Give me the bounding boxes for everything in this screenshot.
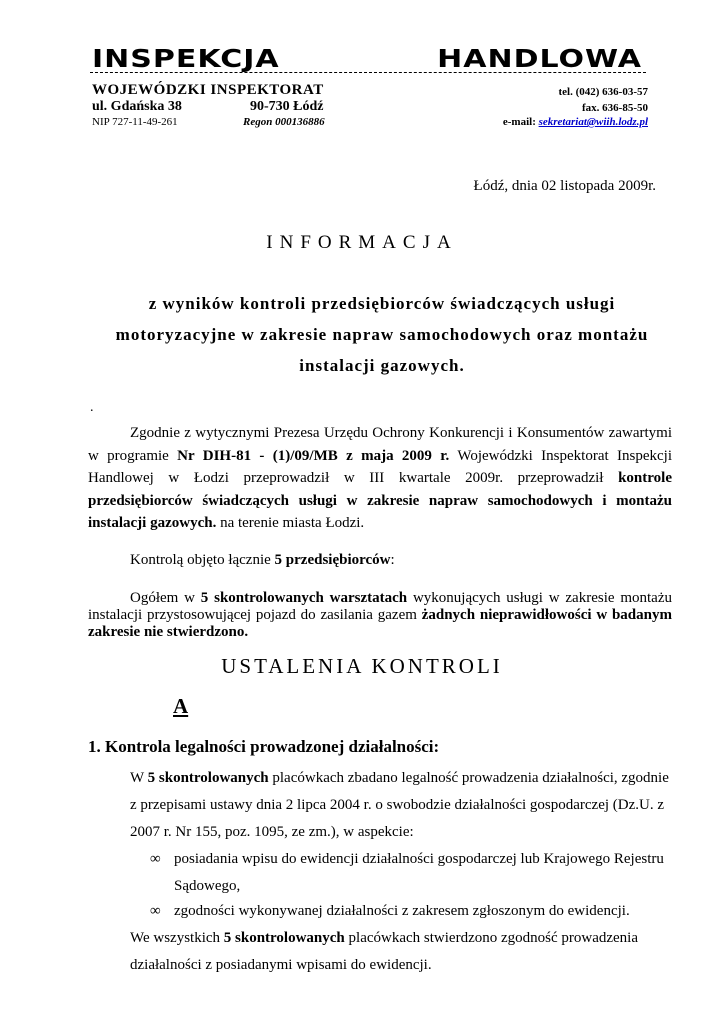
text-run: Ogółem w bbox=[130, 590, 201, 606]
section-1-intro bbox=[130, 765, 670, 846]
text-run: placówkach zbadano legalność prowadzenia działalności, zgodnie z przepisami ustawy dnia 2 lipca 2004 r. o swobodzie działalności gospodarczej (Dz.U. z 2007 r. Nr 155, poz. 1095, ze zm.), w aspekcie: bbox=[130, 770, 669, 840]
workshop-count: 5 skontrolowanych warsztatach bbox=[200, 590, 408, 606]
text-run: : bbox=[390, 552, 395, 568]
text-run: We wszystkich bbox=[130, 930, 224, 946]
stray-dot: . bbox=[90, 400, 94, 415]
section-1-conclusion bbox=[130, 925, 670, 979]
text-run: wykonujących usługi w zakresie montażu instalacji przystosowującej pojazd do zasilania gazem bbox=[88, 590, 672, 623]
list-item: zgodności wykonywanej działalności z zakresem zgłoszonym do ewidencji. bbox=[174, 903, 630, 919]
bullet-icon: ∞ bbox=[150, 903, 161, 919]
letterhead-street: ul. Gdańska 38 bbox=[92, 99, 182, 114]
text-run: placówkach stwierdzono zgodność prowadzenia działalności z posiadanymi wpisami do ewidencji. bbox=[130, 930, 639, 973]
text-run: Kontrolą objęto łącznie bbox=[130, 552, 275, 568]
paragraph-summary bbox=[88, 590, 672, 641]
program-number: Nr DIH-81 - (1)/09/MB z maja 2009 r. bbox=[177, 447, 450, 464]
letterhead-email bbox=[503, 116, 648, 128]
section-1-title: 1. Kontrola legalności prowadzonej działalności: bbox=[88, 737, 440, 756]
email-label: e-mail: bbox=[502, 116, 536, 128]
list-item: posiadania wpisu do ewidencji działalności gospodarczej lub Krajowego Rejestru Sądowego, bbox=[174, 851, 664, 894]
control-subject: kontrole przedsiębiorców świadczących usługi w zakresie napraw samochodowych i montażu instalacji gazowych. bbox=[88, 470, 672, 531]
date-line: Łódź, dnia 02 listopada 2009r. bbox=[473, 178, 656, 194]
document-subtitle: z wyników kontroli przedsiębiorców świadczących usługi motoryzacyjne w zakresie napraw samochodowych oraz montażu instalacji gazowych. bbox=[115, 294, 649, 375]
letterhead-inspektorat: WOJEWÓDZKI INSPEKTORAT bbox=[92, 82, 324, 98]
letterhead-title: INSPEKCJA HANDLOWA bbox=[92, 44, 642, 74]
letterhead-postal: 90-730 Łódź bbox=[250, 99, 324, 114]
bullet-icon: ∞ bbox=[150, 851, 161, 867]
letterhead-fax: fax. 636-85-50 bbox=[582, 102, 648, 114]
text-run: Wojewódzki Inspektorat Inspekcji Handlowej w Łodzi przeprowadził w III kwartale 2009r. przeprowadził bbox=[88, 447, 672, 486]
checked-count: 5 skontrolowanych bbox=[223, 930, 345, 946]
paragraph-count bbox=[130, 549, 714, 572]
text-run: W bbox=[130, 770, 148, 786]
paragraph-program bbox=[88, 422, 672, 535]
letterhead-nip: NIP 727-11-49-261 bbox=[92, 116, 178, 128]
letterhead-tel: tel. (042) 636-03-57 bbox=[558, 86, 648, 98]
summary-result: żadnych nieprawidłowości w badanym zakresie nie stwierdzono. bbox=[88, 607, 672, 640]
text-run: Zgodnie z wytycznymi Prezesa Urzędu Ochrony Konkurencji i Konsumentów zawartymi w programie bbox=[88, 425, 672, 464]
entrepreneur-count: 5 przedsiębiorców bbox=[274, 552, 391, 568]
email-link[interactable]: sekretariat@wiih.lodz.pl bbox=[538, 116, 648, 128]
letterhead-regon: Regon 000136886 bbox=[243, 116, 325, 128]
findings-heading: USTALENIA KONTROLI bbox=[221, 654, 503, 678]
text-run: na terenie miasta Łodzi. bbox=[216, 515, 365, 531]
checked-count: 5 skontrolowanych bbox=[147, 770, 269, 786]
document-heading: INFORMACJA bbox=[266, 232, 458, 253]
section-letter: A bbox=[173, 694, 189, 718]
letterhead-divider bbox=[90, 72, 646, 73]
